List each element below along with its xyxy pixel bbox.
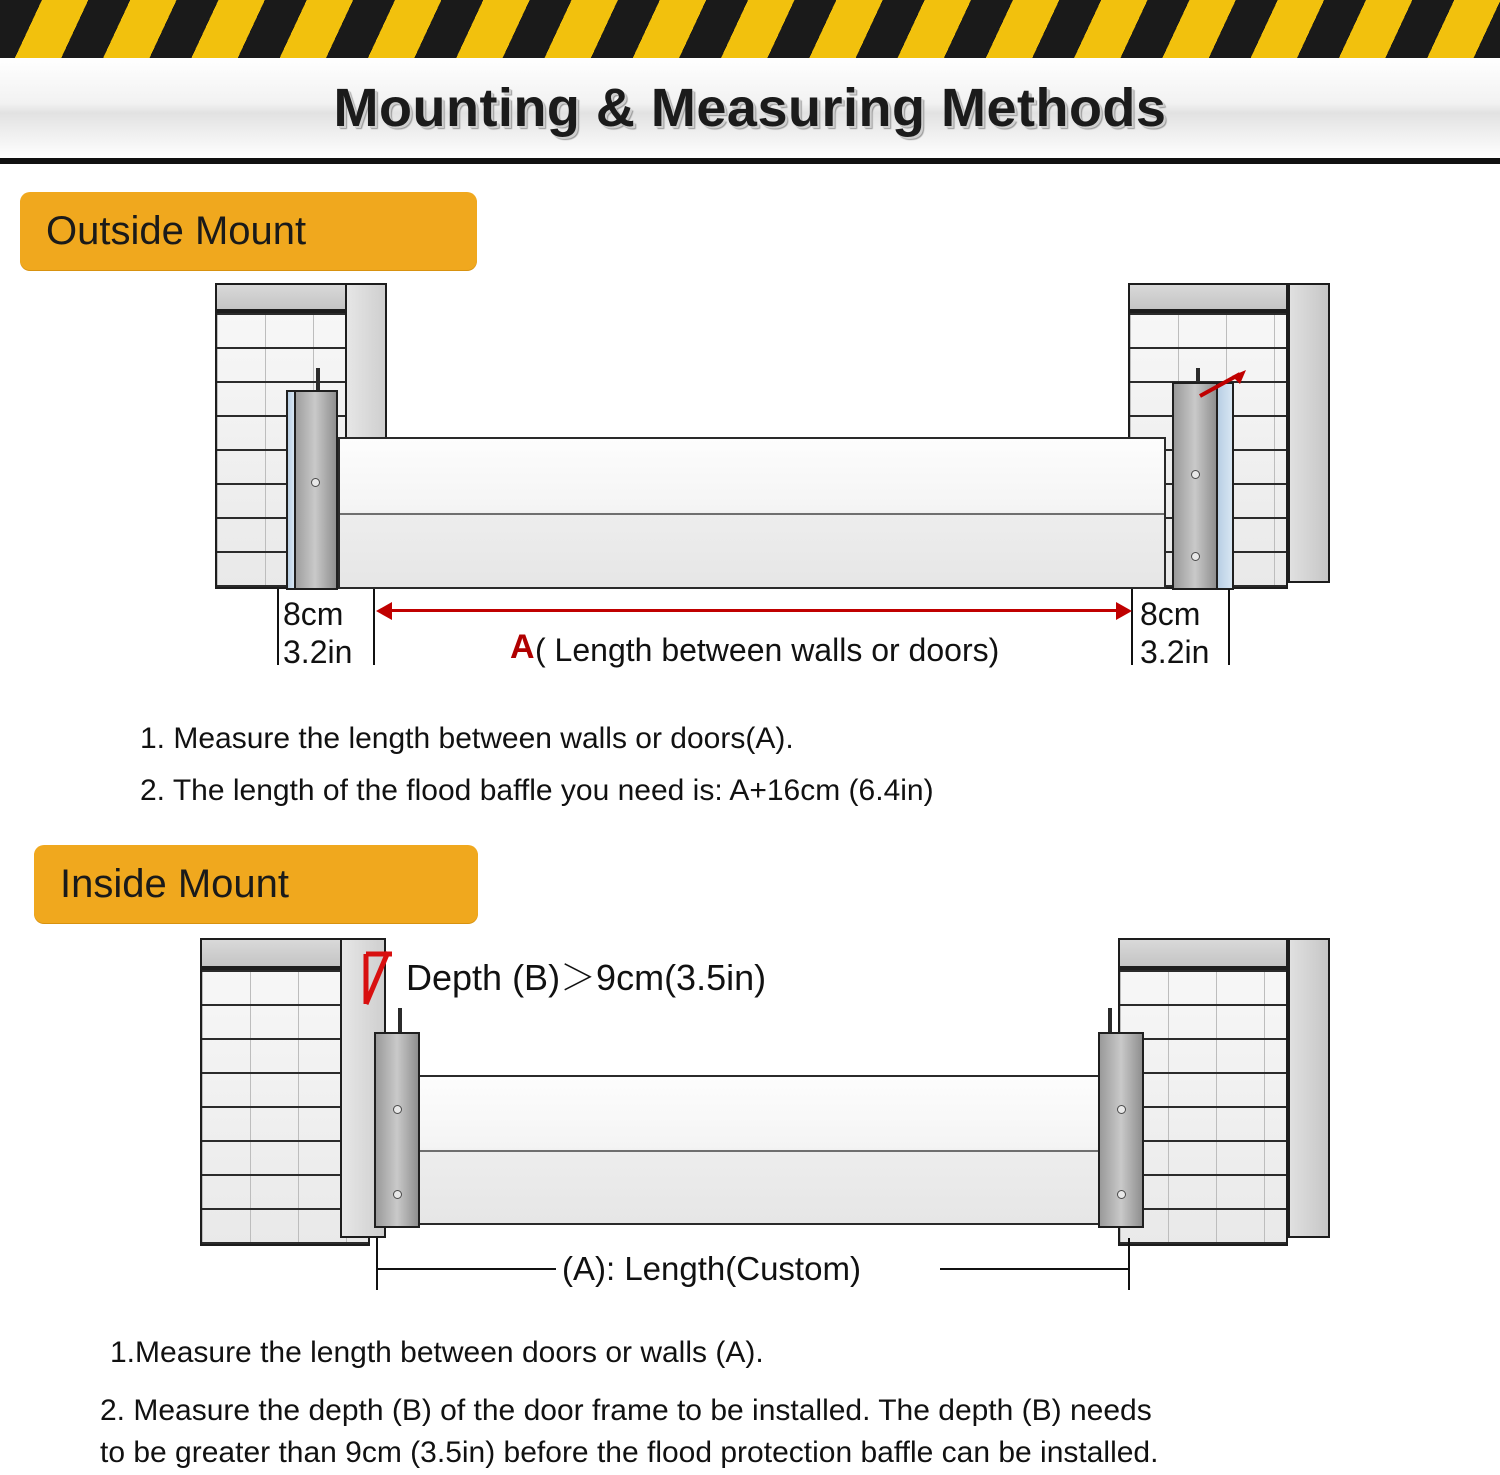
inside-left-bracket-screw1 bbox=[393, 1105, 402, 1114]
section-badge-outside-mount bbox=[20, 192, 477, 270]
left-margin-in: 3.2in bbox=[283, 634, 353, 670]
outside-step-2: 2. The length of the flood baffle you need is: A+16cm (6.4in) bbox=[140, 774, 934, 807]
inside-dimension-line-right bbox=[940, 1268, 1130, 1270]
dim-tick-left-outer bbox=[277, 589, 279, 665]
dimension-arrow-right-icon bbox=[1116, 602, 1132, 620]
inside-dimension-line-left bbox=[376, 1268, 556, 1270]
inside-dim-tick-left bbox=[376, 1238, 378, 1290]
install-direction-arrow-icon bbox=[1196, 366, 1256, 400]
inside-right-bracket-screw2 bbox=[1117, 1190, 1126, 1199]
left-margin-cm: 8cm bbox=[283, 596, 344, 632]
hazard-stripe-banner bbox=[0, 0, 1500, 65]
dim-tick-right-outer bbox=[1228, 589, 1230, 665]
depth-label: Depth (B)＞9cm(3.5in) bbox=[406, 957, 767, 998]
section-badge-inside-label: Inside Mount bbox=[60, 861, 290, 906]
inside-right-bracket-screw1 bbox=[1117, 1105, 1126, 1114]
title-plate bbox=[0, 58, 1500, 164]
left-bracket-outside bbox=[292, 390, 338, 590]
page-title: Mounting & Measuring Methods bbox=[333, 78, 1167, 138]
left-bracket-screw-outside bbox=[311, 478, 320, 487]
left-bracket-seal-outside bbox=[286, 390, 296, 590]
right-pillar-cap bbox=[1128, 283, 1288, 311]
inside-length-label: (A): Length(Custom) bbox=[562, 1250, 861, 1287]
section-badge-outside-label: Outside Mount bbox=[46, 208, 307, 253]
inside-step-2-line2: to be greater than 9cm (3.5in) before the flood protection baffle can be installed. bbox=[100, 1436, 1159, 1469]
inside-dim-tick-right bbox=[1128, 1238, 1130, 1290]
dim-tick-right-inner bbox=[1131, 589, 1133, 665]
dimension-arrow-left-icon bbox=[376, 602, 392, 620]
inside-step-1: 1.Measure the length between doors or walls (A). bbox=[110, 1336, 764, 1369]
dimension-letter-a: A bbox=[510, 628, 535, 666]
right-pillar-side bbox=[1288, 283, 1330, 583]
inside-step-2-line1: 2. Measure the depth (B) of the door frame to be installed. The depth (B) needs bbox=[100, 1394, 1152, 1427]
right-bracket-seal-outside bbox=[1216, 382, 1234, 590]
inside-right-pillar-cap bbox=[1118, 938, 1288, 968]
panel-seam-inside bbox=[412, 1150, 1108, 1152]
depth-marker-icon bbox=[358, 946, 410, 1008]
outside-step-1: 1. Measure the length between walls or doors(A). bbox=[140, 722, 794, 755]
right-bracket-screw-outside bbox=[1191, 470, 1200, 479]
panel-seam-outside bbox=[340, 513, 1164, 515]
dimension-label-a: ( Length between walls or doors) bbox=[535, 632, 1000, 668]
right-margin-cm: 8cm bbox=[1140, 596, 1201, 632]
dim-tick-left-inner bbox=[373, 589, 375, 665]
section-badge-inside-mount bbox=[34, 845, 478, 923]
inside-left-bracket-screw2 bbox=[393, 1190, 402, 1199]
right-margin-in: 3.2in bbox=[1140, 634, 1210, 670]
dimension-line-a bbox=[390, 609, 1118, 612]
right-bracket-screw2-outside bbox=[1191, 552, 1200, 561]
inside-right-pillar-side bbox=[1288, 938, 1330, 1238]
